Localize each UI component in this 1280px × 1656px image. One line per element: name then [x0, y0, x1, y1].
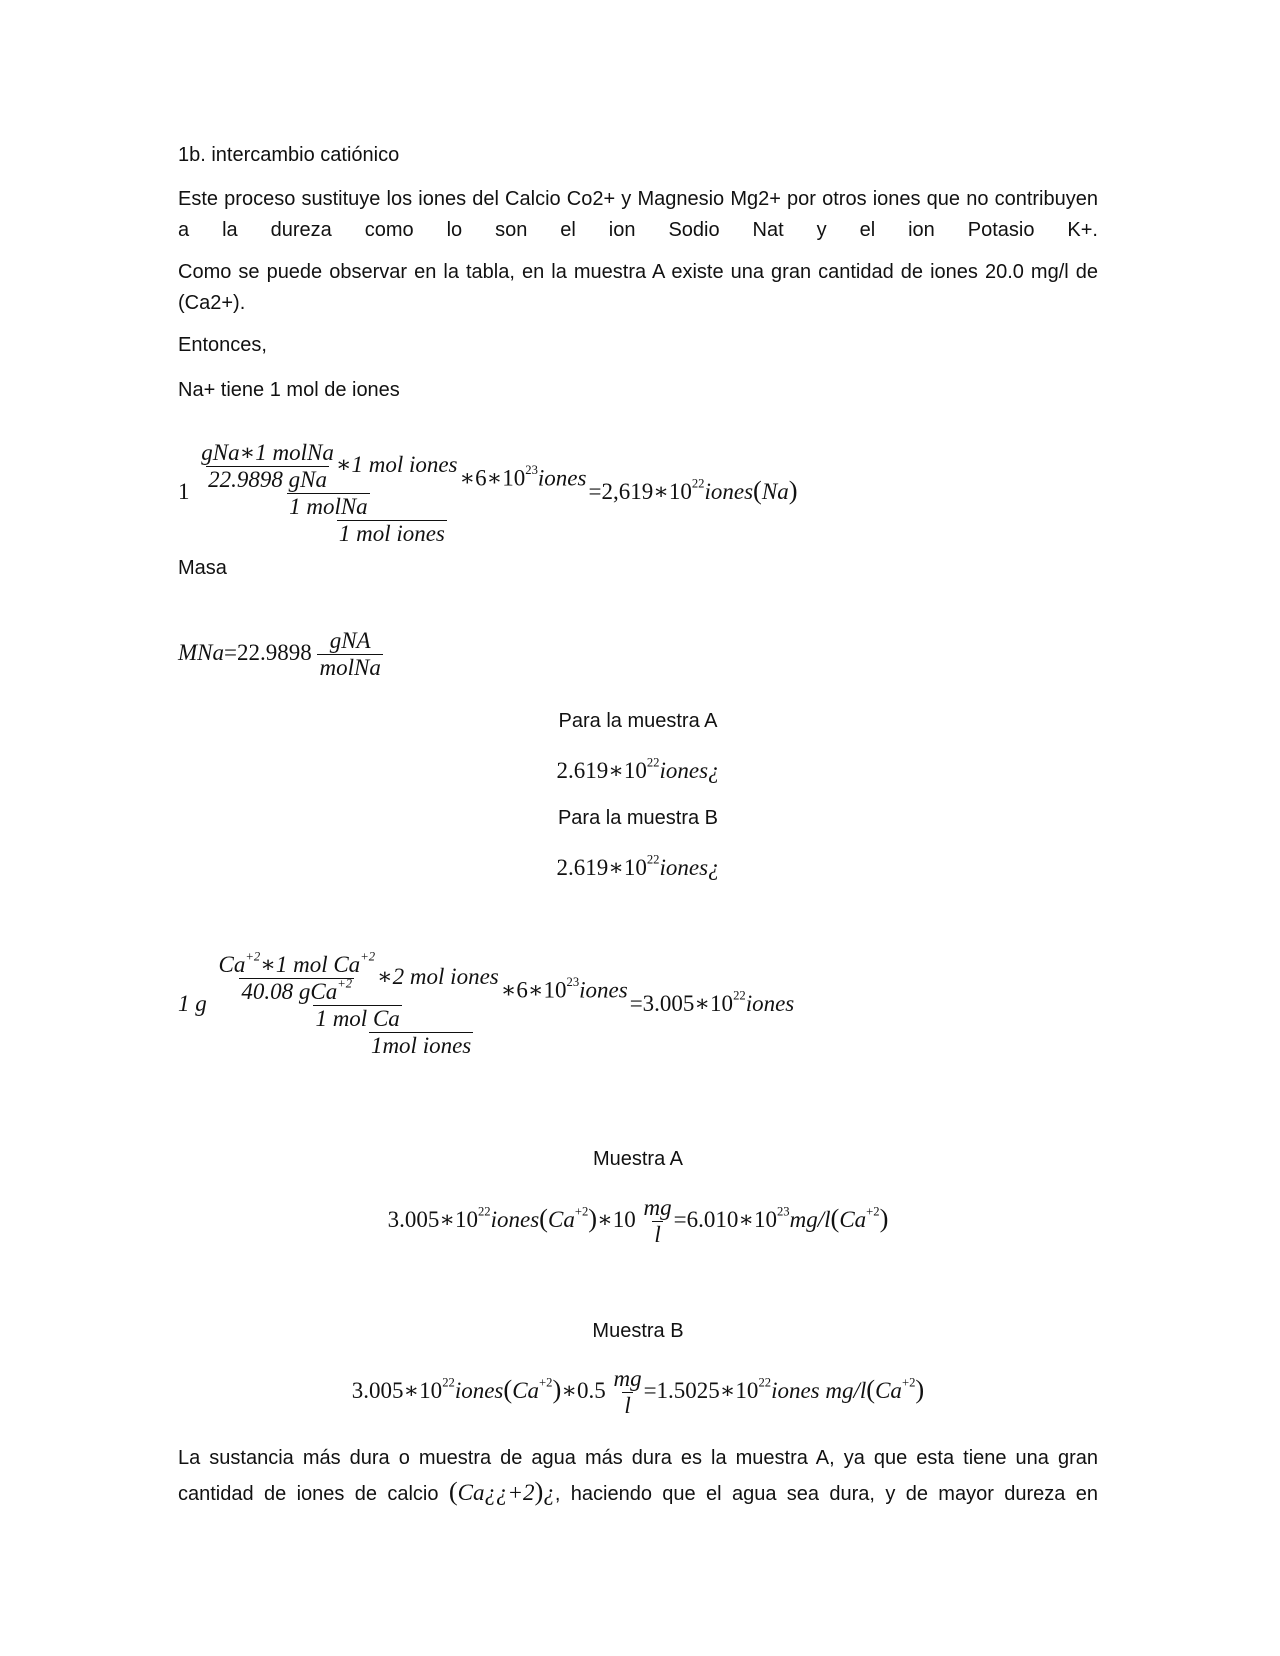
equation-muestra-b: $3.005∗10^{22}iones(Ca^{+2})∗0.5$ $\frac{mg}{l}$ $=1.5025∗10^{22}iones$ $mg/l(Ca^{+2})$ [351, 1366, 925, 1418]
paragraph-masa: Masa [178, 557, 227, 579]
equation-masa [178, 628, 383, 681]
eq2-times-mol: ∗2 mol iones [377, 963, 499, 989]
paragraph-na-moles: Na+ tiene 1 mol de iones [178, 379, 400, 401]
eq4-fraction: $\frac{mg}{l}$ [613, 1366, 642, 1418]
eq2-lead: 1 g [178, 990, 207, 1016]
eq2-exp23: 23 [566, 974, 580, 989]
eq1-lead: 1 [178, 478, 190, 504]
eq2-result-tail: iones [745, 990, 795, 1016]
eq3-fraction: $\frac{mg}{l}$ [643, 1195, 672, 1247]
result-muestra-b [178, 852, 1098, 881]
result-muestra-a [178, 755, 1098, 784]
eq1-inner-numerator: gNa∗1 molNa [201, 440, 334, 465]
eq2-exp22: 22 [733, 988, 746, 1003]
paragraph-intro: Este proceso sustituye los iones del Calcio Co2+ y Magnesio Mg2+ por otros iones que no contribuyen a la dureza como lo son el ion Sodio Nat y el ion Potasio K+. [178, 188, 1098, 241]
eq1-mid-denominator: 1 molNa [289, 494, 368, 519]
res-a-base: 2.619∗10 [556, 758, 647, 783]
eq1-exp22: 22 [691, 476, 705, 491]
masa-fraction [317, 628, 382, 681]
eq2-iones: iones [579, 977, 628, 1003]
eq2-outer-denominator: 1mol iones [370, 1033, 472, 1058]
eq2-inner-fraction [217, 949, 378, 1005]
equation-calcio [178, 949, 795, 1059]
eq1-times-mol: ∗1 mol iones [335, 451, 458, 477]
eq1-inner-fraction [199, 440, 336, 493]
eq1-outer-denominator: 1 mol iones [338, 521, 445, 546]
label-muestra-b: Muestra B [592, 1320, 684, 1342]
eq1-mid-numerator [197, 440, 459, 493]
eq1-outer-numerator [195, 440, 588, 520]
eq2-avogadro: ∗6∗10 [500, 977, 567, 1003]
eq1-iones: iones [537, 465, 587, 491]
res-b-tail: iones¿ [659, 855, 720, 880]
eq1-outer-fraction [195, 440, 588, 547]
masa-denominator: molNa [319, 655, 381, 680]
label-muestra-a: Muestra A [592, 1148, 684, 1170]
eq2-mid-numerator [215, 949, 501, 1005]
equation-muestra-a: $3.005∗10^{22}iones(Ca^{+2})∗10$ $\frac{mg}{l}$ $=6.010∗10^{23}mg/l(Ca^{+2})$ [387, 1195, 889, 1247]
eq1-species: Na [761, 478, 789, 504]
label-para-muestra-a: Para la muestra A [558, 710, 718, 732]
section-heading: 1b. intercambio catiónico [178, 144, 400, 166]
eq2-result: =3.005∗10 [629, 990, 734, 1016]
label-para-muestra-b: Para la muestra B [557, 807, 719, 829]
paragraph-conclusion-line1: La sustancia más dura o muestra de agua más dura es la muestra A, ya que esta tiene una gran [178, 1447, 1098, 1469]
eq1-result-tail: iones [704, 478, 754, 504]
eq2-mid-fraction [215, 949, 501, 1032]
eq2-outer-numerator [213, 949, 630, 1032]
masa-numerator: gNA [329, 628, 371, 653]
eq1-exp23: 23 [525, 462, 538, 477]
eq2-inner-numerator: $Ca^{+2}∗1$ mol $Ca^{+2}$ [218, 949, 376, 977]
res-a-exp: 22 [646, 755, 660, 770]
eq2-inner-denominator: 40.08 gCa$^{+2}$ [241, 976, 353, 1004]
eq1-mid-fraction [197, 440, 459, 520]
paragraph-entonces: Entonces, [178, 334, 267, 356]
equation-sodio: 1 $\frac{\text{gNa∗1 molNa}}{\text{22.9898 gNa}}$ ∗1 mol iones 1 molNa $∗6∗10^{23}iones$ 1 mol iones $=2,619∗10^{22}iones(Na)$ [178, 440, 798, 546]
eq2-outer-fraction [213, 949, 630, 1059]
paragraph-tabla: Como se puede observar en la tabla, en la muestra A existe una gran cantidad de iones 20.0 mg/l de (Ca2+). [178, 261, 1098, 314]
eq1-inner-denominator: 22.9898 gNa [208, 467, 327, 492]
eq1-result: =2,619∗10 [588, 478, 692, 504]
masa-value: =22.9898 [224, 639, 312, 665]
res-b-base: 2.619∗10 [556, 855, 647, 880]
eq2-mid-denominator: 1 mol Ca [315, 1006, 400, 1031]
masa-lhs: MNa [178, 639, 224, 665]
res-b-exp: 22 [646, 852, 660, 867]
eq1-avogadro: ∗6∗10 [459, 465, 526, 491]
res-a-tail: iones¿ [659, 758, 720, 783]
paragraph-conclusion-line2: cantidad de iones de calcio (Ca¿¿+2)¿, haciendo que el agua sea dura, y de mayor dureza en [178, 1476, 1098, 1506]
